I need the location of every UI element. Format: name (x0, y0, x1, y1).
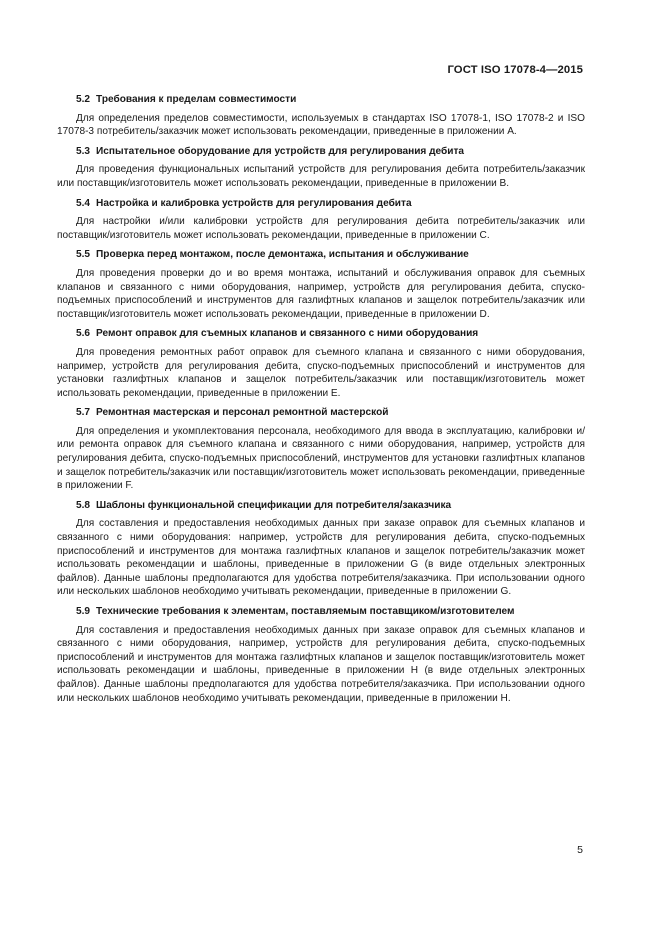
section-5-5 (57, 248, 585, 321)
section-heading (76, 145, 585, 159)
section-heading (76, 406, 585, 420)
section-5-7 (57, 406, 585, 493)
section-heading (76, 327, 585, 341)
section-5-9 (57, 605, 585, 705)
section-5-2 (57, 93, 585, 139)
section-heading (76, 248, 585, 262)
section-paragraph: Для проведения функциональных испытаний устройств для регулирования дебита потребитель/заказчик или поставщик/изготовитель может использовать рекомендации, приведенные в приложении В. (57, 164, 585, 189)
section-5-6 (57, 327, 585, 400)
section-title: Требования к пределам совместимости (96, 94, 297, 105)
section-title: Проверка перед монтажом, после демонтажа, испытания и обслуживание (96, 249, 469, 261)
section-paragraph: Для составления и предоставления необходимых данных при заказе оправок для съемных клапанов и связанного с ними оборудования: например, устройств для регулирования дебита, спуско-подъемных приспособлений и инструментов для монтажа газлифтных клапанов и защелок потребитель/заказчик может использовать рекомендации и шаблоны, приведенные в приложении G (в виде отдельных электронных файлов). Данные шаблоны предполагаются для удобства потребителя/заказчика. При использовании одного или нескольких шаблонов необходимо учитывать рекомендации, приведенные в приложении G. (57, 518, 585, 598)
section-heading (76, 605, 585, 619)
section-number: 5.6 (76, 328, 91, 340)
page-number: 5 (577, 844, 583, 856)
section-paragraph: Для определения и укомплектования персонала, необходимого для ввода в эксплуатацию, калибровки и/или ремонта оправок для съемного клапана и связанного с ними оборудования, например, устройств для регулирования дебита, спуско-подъемных приспособлений, инструментов для установки газлифтных клапанов и защелок потребитель/заказчик или поставщик/изготовитель может использовать рекомендации, приведенные в приложении F. (57, 425, 585, 492)
document-id-header: ГОСТ ISO 17078-4—2015 (447, 64, 583, 76)
section-number: 5.4 (76, 197, 91, 209)
section-5-3 (57, 145, 585, 191)
section-heading (76, 93, 585, 107)
section-heading (76, 197, 585, 211)
section-number: 5.8 (76, 499, 91, 511)
section-heading (76, 499, 585, 513)
section-paragraph: Для проведения ремонтных работ оправок для съемного клапана и связанного с ними оборудования, например, устройств для регулирования дебита, спуско-подъемных приспособлений и инструментов для установки газлифтных клапанов и защелок потребитель/заказчик или поставщик/изготовитель может использовать рекомендации, приведенные в приложении Е. (57, 346, 585, 399)
document-body (57, 93, 585, 711)
section-paragraph: Для определения пределов совместимости, используемых в стандартах ISO 17078-1, ISO 17078-2 и ISO 17078-3 потребитель/заказчик может использовать рекомендации, приведенные в приложении А. (57, 112, 585, 138)
section-5-4 (57, 197, 585, 243)
section-title: Шаблоны функциональной спецификации для потребителя/заказчика (96, 499, 452, 511)
section-number: 5.3 (76, 145, 91, 157)
section-title: Испытательное оборудование для устройств для регулирования дебита (96, 145, 465, 157)
section-number: 5.7 (76, 407, 91, 419)
section-number: 5.5 (76, 249, 91, 261)
section-paragraph: Для составления и предоставления необходимых данных при заказе оправок для съемных клапанов и связанного с ними оборудования, например, устройств для регулирования дебита, спуско-подъемных приспособлений и инструментов для монтажа газлифтных клапанов и защелок поставщик/изготовитель может использовать рекомендации и шаблоны, приведенные в приложении Н (в виде отдельных электронных файлов). Данные шаблоны предполагаются для удобства потребителя/заказчика. При использовании одного или нескольких шаблонов необходимо учитывать рекомендации, приведенные в приложении Н. (57, 624, 585, 704)
section-5-8 (57, 499, 585, 599)
section-title: Технические требования к элементам, поставляемым поставщиком/изготовителем (96, 606, 515, 617)
section-title: Настройка и калибровка устройств для регулирования дебита (96, 197, 412, 209)
section-title: Ремонтная мастерская и персонал ремонтной мастерской (96, 407, 389, 419)
section-paragraph: Для проведения проверки до и во время монтажа, испытаний и обслуживания оправок для съемных клапанов и связанного с ними оборудования, например, устройств для регулирования дебита, спуско-подъемных приспособлений и инструментов для газлифтных клапанов и защелок потребитель/заказчик или поставщик/изготовитель может использовать рекомендации, приведенные в приложении D. (57, 267, 585, 320)
section-number: 5.9 (76, 606, 91, 617)
section-paragraph: Для настройки и/или калибровки устройств для регулирования дебита потребитель/заказчик или поставщик/изготовитель может использовать рекомендации, приведенные в приложении С. (57, 216, 585, 241)
section-title: Ремонт оправок для съемных клапанов и связанного с ними оборудования (96, 328, 479, 340)
section-number: 5.2 (76, 94, 91, 105)
